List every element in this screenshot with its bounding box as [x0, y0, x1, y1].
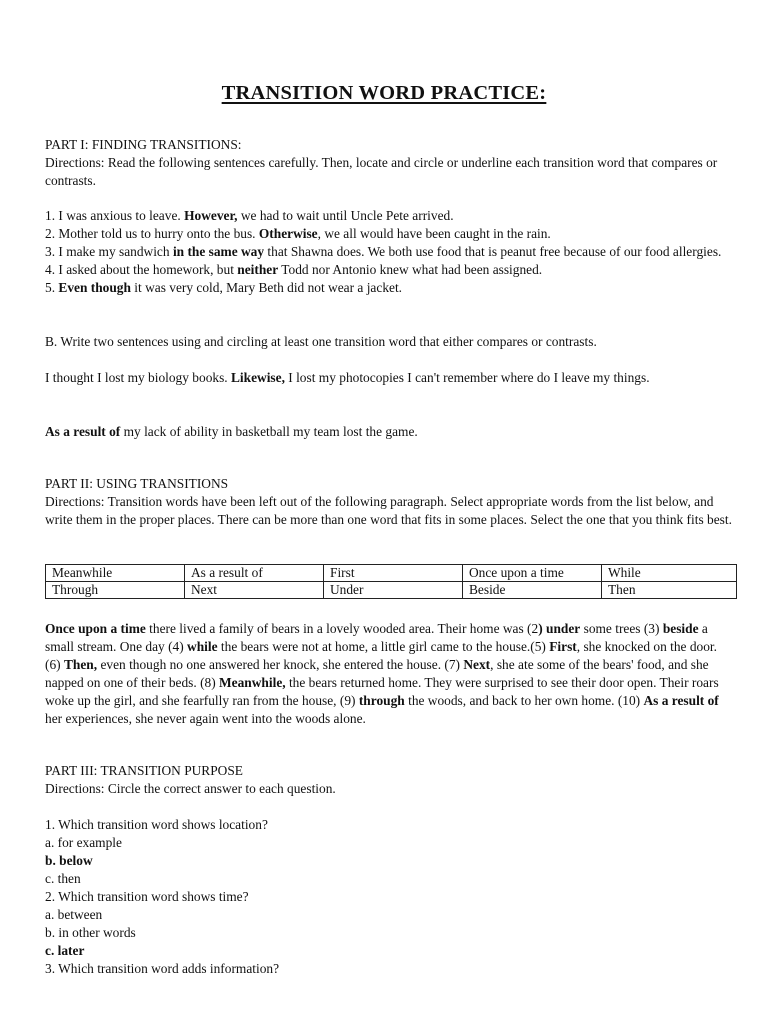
sentence-text: my lack of ability in basketball my team lost the game.	[120, 424, 418, 439]
part1-directions: Directions: Read the following sentences carefully. Then, locate and circle or underline each transition word that compares or contrasts.	[45, 155, 718, 188]
transition-word-table	[45, 564, 737, 599]
answer-sentence	[45, 423, 735, 441]
sentence-item	[45, 225, 735, 243]
table-cell: While	[602, 565, 737, 582]
part2-story-paragraph	[45, 620, 735, 728]
transition-word: First	[549, 639, 577, 654]
transition-word: neither	[237, 262, 279, 277]
transition-word: Then,	[63, 657, 98, 672]
part1-header-block	[45, 136, 735, 190]
sentence-text: I lost my photocopies I can't remember where do I leave my things.	[284, 370, 650, 385]
transition-word: through	[358, 693, 405, 708]
table-cell: As a result of	[185, 565, 324, 582]
story-fragment: the woods, and back to her own home. (10)	[404, 693, 644, 708]
part3-directions: Directions: Circle the correct answer to each question.	[45, 781, 336, 796]
transition-word: Next	[463, 657, 491, 672]
part1-heading: PART I: FINDING TRANSITIONS:	[45, 137, 242, 152]
table-cell: Through	[46, 582, 185, 599]
sentence-text: we had to wait until Uncle Pete arrived.	[237, 208, 454, 223]
part2-header-block	[45, 475, 735, 529]
sentence-text: 2. Mother told us to hurry onto the bus.	[45, 226, 259, 241]
part3-question-list	[45, 816, 735, 978]
sentence-text: Todd nor Antonio knew what had been assigned.	[278, 262, 543, 277]
question-line: 1. Which transition word shows location?	[45, 817, 268, 832]
story-fragment: some trees (3)	[580, 621, 663, 636]
transition-word: However,	[184, 208, 238, 223]
answer-option: a. for example	[45, 835, 122, 850]
part1-sentence-list	[45, 207, 735, 297]
sentence-text: it was very cold, Mary Beth did not wear a jacket.	[130, 280, 403, 295]
transition-word: As a result of	[45, 424, 121, 439]
answer-sentence	[45, 369, 735, 387]
transition-word: Once upon a time	[45, 621, 146, 636]
table-row	[46, 582, 737, 599]
sentence-item	[45, 207, 735, 225]
transition-word: Even though	[58, 280, 131, 295]
transition-word: Meanwhile,	[219, 675, 286, 690]
answer-option: b. in other words	[45, 925, 136, 940]
sentence-item	[45, 279, 735, 297]
answer-option: a. between	[45, 907, 103, 922]
sentence-text: that Shawna does. We both use food that is peanut free because of our food allergies.	[264, 244, 722, 259]
part3-heading: PART III: TRANSITION PURPOSE	[45, 763, 243, 778]
story-fragment: even though no one answered her knock, she entered the house. (7)	[97, 657, 464, 672]
story-fragment: there lived a family of bears in a lovely wooded area. Their home was (2	[145, 621, 539, 636]
table-cell: Next	[185, 582, 324, 599]
question-line: 3. Which transition word adds information?	[45, 961, 280, 976]
answer-option: c. then	[45, 871, 81, 886]
transition-word: Otherwise	[258, 226, 318, 241]
table-row	[46, 565, 737, 582]
transition-word: beside	[662, 621, 699, 636]
sentence-item	[45, 243, 735, 261]
story-fragment: , she ate some of the bears' food, and she napped on one of their beds. (8)	[45, 657, 709, 690]
story-fragment: , she knocked on the door. (6)	[45, 639, 717, 672]
answer-option-selected: c. later	[45, 943, 85, 958]
transition-word: in the same way	[172, 244, 265, 259]
sentence-item	[45, 261, 735, 279]
answer-option-selected: b. below	[45, 853, 93, 868]
table-cell: Meanwhile	[46, 565, 185, 582]
sentence-text: , we all would have been caught in the rain.	[317, 226, 551, 241]
story-text	[45, 620, 735, 728]
part2-directions: Directions: Transition words have been left out of the following paragraph. Select appropriate words from the list below, and write them in the proper places. There can be more than one word that fits in some places. Select the one that you think fits best.	[45, 494, 732, 527]
table-cell: Under	[324, 582, 463, 599]
transition-word: As a result of	[643, 693, 719, 708]
sentence-text: I thought I lost my biology books.	[45, 370, 231, 385]
sentence-text: 1. I was anxious to leave.	[45, 208, 185, 223]
transition-word: ) under	[538, 621, 581, 636]
sentence-text: 4. I asked about the homework, but	[45, 262, 238, 277]
part1-b-text: B. Write two sentences using and circling at least one transition word that either compares or contrasts.	[45, 334, 597, 349]
story-fragment: the bears returned home. They were surprised to see their door open. Their roars woke up the girl, and she fearfully ran from the house, (9)	[45, 675, 719, 708]
sentence-text: 3. I make my sandwich	[45, 244, 173, 259]
question-line: 2. Which transition word shows time?	[45, 889, 249, 904]
part1-answer-1	[45, 369, 735, 387]
part3-header-block	[45, 762, 735, 798]
story-fragment: a small stream. One day (4)	[45, 621, 708, 654]
part1-b-instruction	[45, 333, 735, 351]
table-cell: First	[324, 565, 463, 582]
story-fragment: her experiences, she never again went into the woods alone.	[45, 711, 366, 726]
table-cell: Once upon a time	[463, 565, 602, 582]
sentence-text: 5.	[45, 280, 59, 295]
page-title: TRANSITION WORD PRACTICE:	[221, 82, 547, 104]
table-cell: Then	[602, 582, 737, 599]
transition-word: while	[187, 639, 218, 654]
story-fragment: the bears were not at home, a little girl came to the house.(5)	[217, 639, 550, 654]
part2-heading: PART II: USING TRANSITIONS	[45, 476, 229, 491]
transition-word: Likewise,	[231, 370, 285, 385]
table-cell: Beside	[463, 582, 602, 599]
part1-answer-2	[45, 423, 735, 441]
